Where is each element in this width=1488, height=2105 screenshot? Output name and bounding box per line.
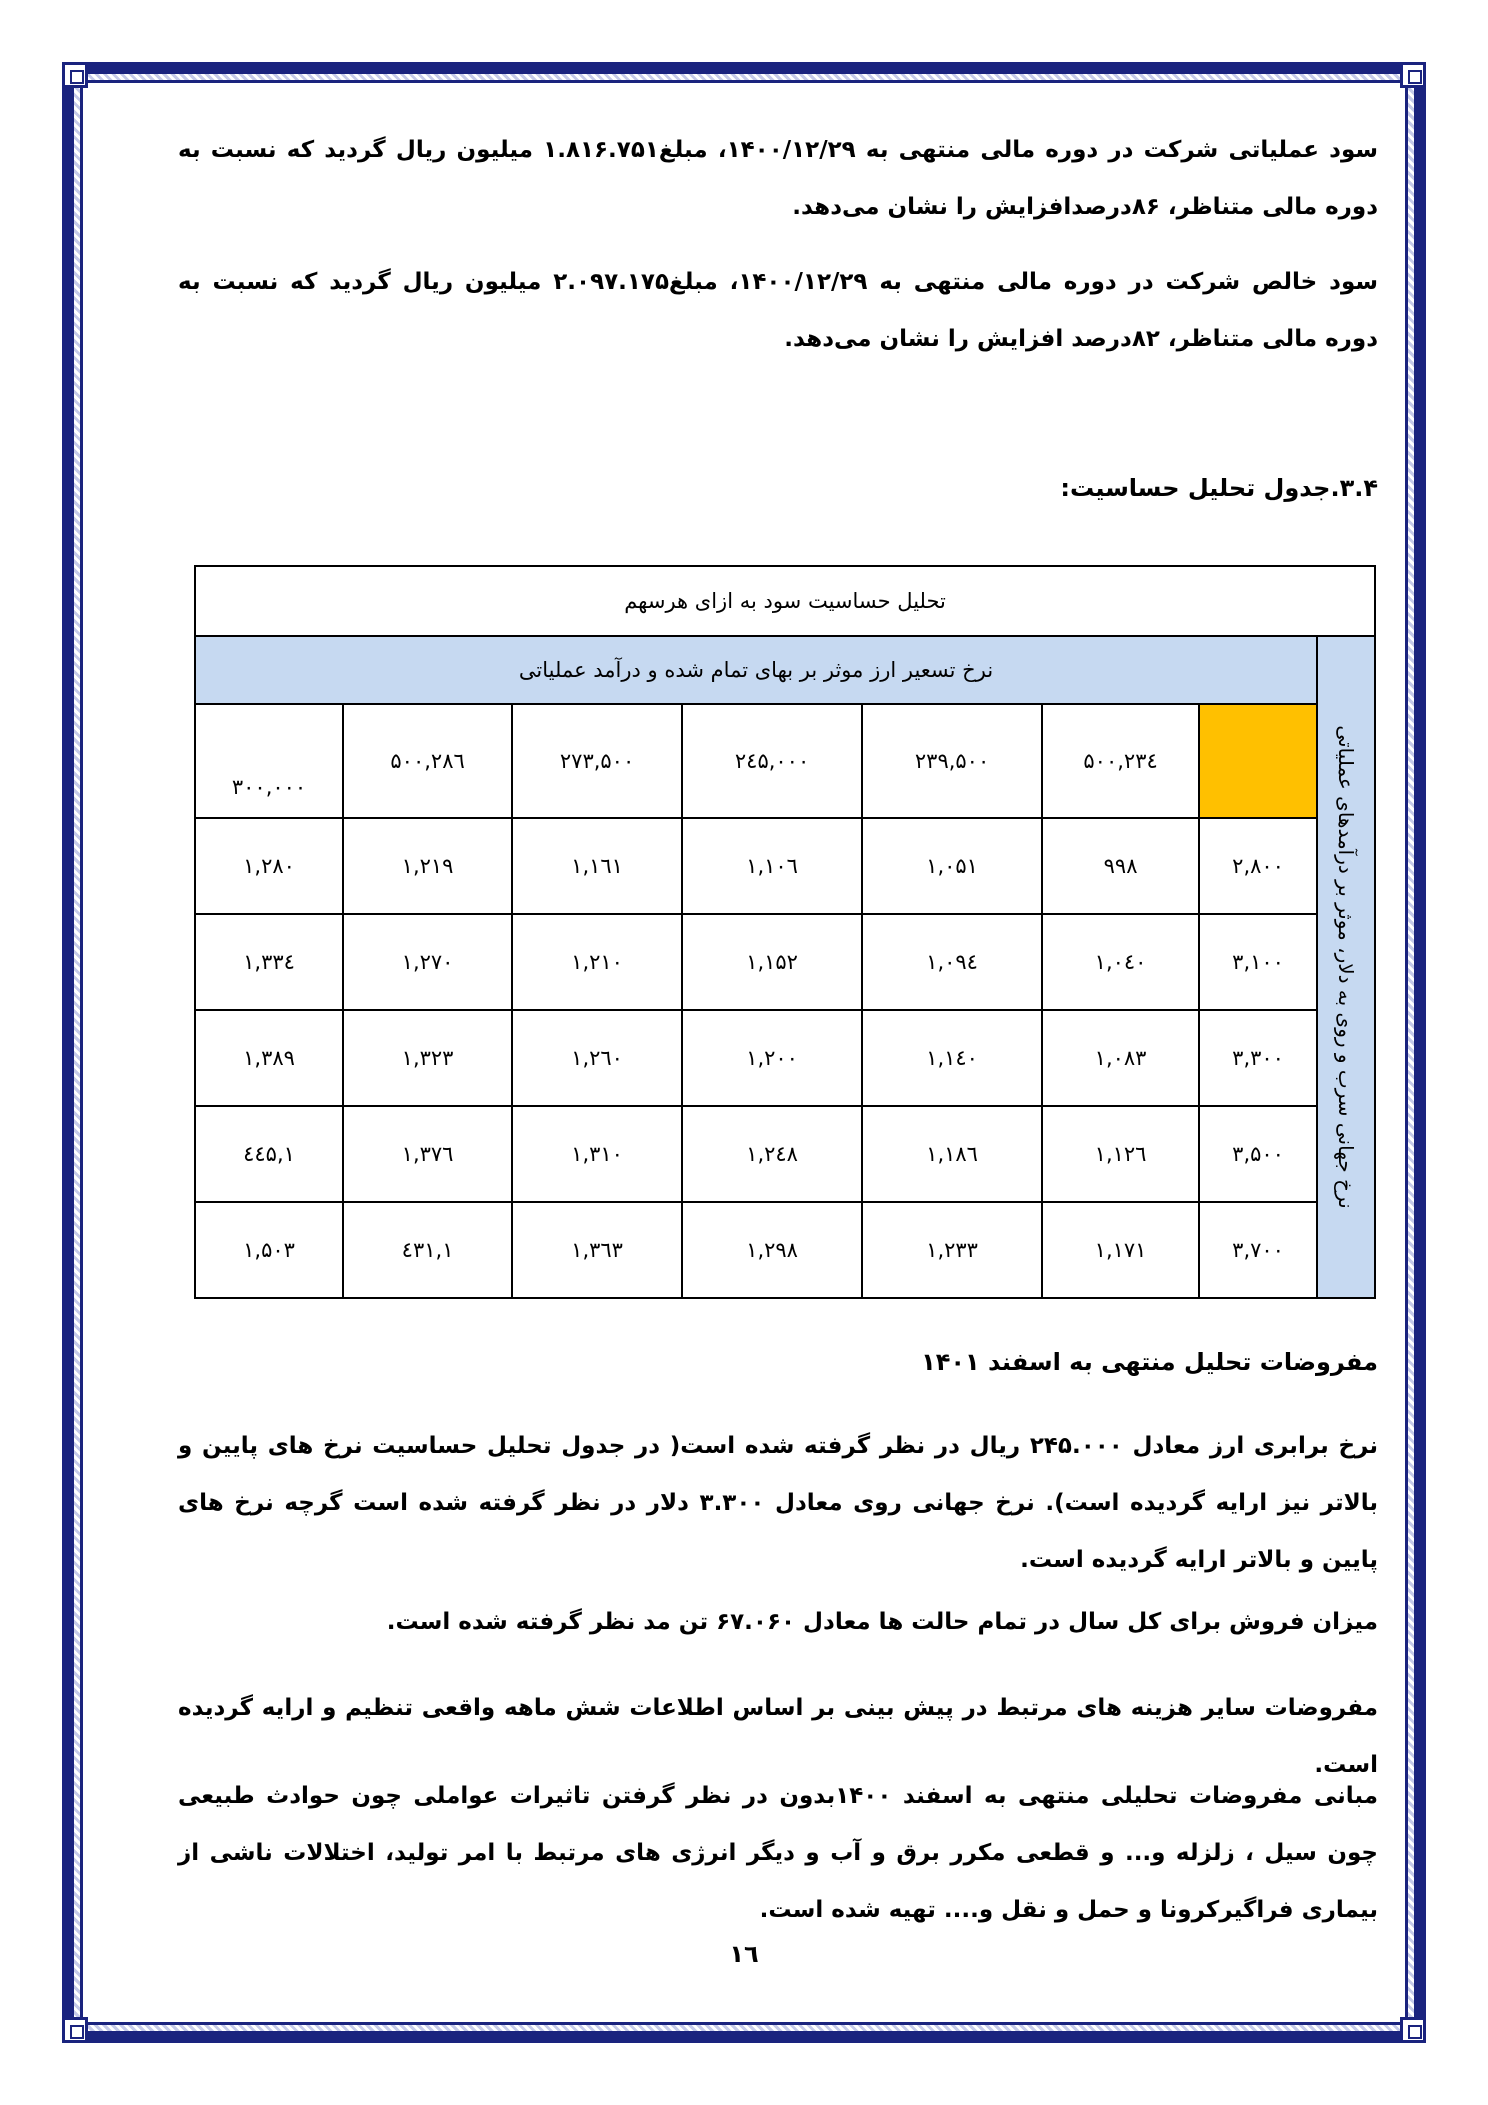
assumption-other-costs: مفروضات سایر هزینه های مرتبط در پیش بینی بر اساس اطلاعات شش ماهه واقعی تنظیم و ارایه گردیده است. [178,1695,1378,1778]
eps-cell: ۱,۲۷۰ [343,914,512,1010]
eps-cell: ۱,۲۳۳ [862,1202,1042,1298]
eps-cell: ۱,۲۱۹ [343,818,512,914]
eps-cell: ۱,۵۰۳ [195,1202,343,1298]
exchange-rate-header-row [195,704,1375,818]
corner-ornament-top-right [1400,62,1426,88]
corner-ornament-bottom-right [1400,2017,1426,2043]
eps-cell: ۱,۱۷۱ [1042,1202,1199,1298]
corner-ornament-bottom-left [62,2017,88,2043]
metal-price-cell: ۳,۷۰۰ [1199,1202,1317,1298]
section-heading-sensitivity: ۳.۴.جدول تحلیل حساسیت: [1060,474,1378,502]
eps-cell: ۱,۲۸۰ [195,818,343,914]
exchange-rate-cell: ۲٤۵,۰۰۰ [682,704,862,818]
assumption-exchange-rate: نرخ برابری ارز معادل ۲۴۵.۰۰۰ ریال در نظر گرفته شده است( در جدول تحلیل حساسیت نرخ های پایین و بالاتر نیز ارایه گردیده است). نرخ جهانی روی معادل ۳.۳۰۰ دلار در نظر گرفته شده است گرچه نرخ های پایین و بالاتر ارایه گردیده است. [178,1433,1379,1573]
eps-cell: ۱,۱۵۲ [682,914,862,1010]
metal-price-cell: ۳,۱۰۰ [1199,914,1317,1010]
eps-cell: ۱,۲۰۰ [682,1010,862,1106]
row-header-label: نرخ جهانی سرب و روی به دلار، موثر بر درآمدهای عملیاتی [1334,725,1359,1209]
table-row [195,1202,1375,1298]
assumption-sales-volume: میزان فروش برای کل سال در تمام حالت ها معادل ۶۷.۰۶۰ تن مد نظر گرفته شده است. [386,1609,1378,1635]
assumption-basis: مبانی مفروضات تحلیلی منتهی به اسفند ۱۴۰۰بدون در نظر گرفتن تاثیرات عواملی چون حوادث طبیعی چون سیل ، زلزله و... و قطعی مکرر برق و آب و دیگر انرژی های مرتبط با امر تولید، اختلالات ناشی از بیماری فراگیرکرونا و حمل و نقل و.... تهیه شده است. [178,1783,1378,1923]
eps-cell: ۱,۳٦۳ [512,1202,682,1298]
eps-cell: ۱,۳۷٦ [343,1106,512,1202]
metal-price-cell: ۲,۸۰۰ [1199,818,1317,914]
eps-cell: ۱,۰۹٤ [862,914,1042,1010]
table-row [195,1106,1375,1202]
table-row [195,1010,1375,1106]
table-row [195,818,1375,914]
eps-cell: ۱,٤۳۱ [343,1202,512,1298]
eps-cell: ۱,۱۰٦ [682,818,862,914]
eps-cell: ۱,۰۵۱ [862,818,1042,914]
page-number: ۱٦ [729,1940,759,1968]
eps-cell: ۹۹۸ [1042,818,1199,914]
paragraph-operating-profit: سود عملیاتی شرکت در دوره مالی منتهی به ۱۴۰۰/۱۲/۲۹، مبلغ۱.۸۱۶.۷۵۱ میلیون ریال گردید که نسبت به دوره مالی متناظر، ۸۶درصدافزایش را نشان می‌دهد. [178,137,1378,220]
eps-cell: ۱,۱۲٦ [1042,1106,1199,1202]
exchange-rate-cell: ۲۸٦,۵۰۰ [343,704,512,818]
metal-price-cell: ۳,۳۰۰ [1199,1010,1317,1106]
table-row [195,914,1375,1010]
eps-cell: ۱,۱۸٦ [862,1106,1042,1202]
eps-cell: ۱,۲۹۸ [682,1202,862,1298]
eps-cell: ۱,۳۱۰ [512,1106,682,1202]
metal-price-cell: ۳,۵۰۰ [1199,1106,1317,1202]
eps-cell: ۱,۳۳٤ [195,914,343,1010]
table-title: تحلیل حساسیت سود به ازای هرسهم [195,566,1375,636]
table-column-header: نرخ تسعیر ارز موثر بر بهای تمام شده و درآمد عملیاتی [195,636,1317,704]
eps-cell: ۱,۲٤۸ [682,1106,862,1202]
exchange-rate-cell: ۲۷۳,۵۰۰ [512,704,682,818]
table-row-header [1317,636,1375,1298]
assumptions-heading: مفروضات تحلیل منتهی به اسفند ۱۴۰۱ [921,1348,1378,1376]
exchange-rate-cell: ۲۳٤,۵۰۰ [1042,704,1199,818]
eps-cell: ۱,٤٤۵ [195,1106,343,1202]
eps-cell: ۱,۲٦۰ [512,1010,682,1106]
eps-cell: ۱,۱٦۱ [512,818,682,914]
eps-cell: ۱,۱٤۰ [862,1010,1042,1106]
paragraph-net-profit: سود خالص شرکت در دوره مالی منتهی به ۱۴۰۰/۱۲/۲۹، مبلغ۲.۰۹۷.۱۷۵ میلیون ریال گردید که نسبت به دوره مالی متناظر، ۸۲درصد افزایش را نشان می‌دهد. [178,269,1378,352]
corner-highlight-cell [1199,704,1317,818]
exchange-rate-cell: ۳۰۰,۰۰۰ [195,704,343,818]
exchange-rate-cell: ۲۳۹,۵۰۰ [862,704,1042,818]
sensitivity-table [194,565,1376,1299]
eps-cell: ۱,۳۲۳ [343,1010,512,1106]
eps-cell: ۱,۰۸۳ [1042,1010,1199,1106]
eps-cell: ۱,۲۱۰ [512,914,682,1010]
eps-cell: ۱,۳۸۹ [195,1010,343,1106]
corner-ornament-top-left [62,62,88,88]
eps-cell: ۱,۰٤۰ [1042,914,1199,1010]
